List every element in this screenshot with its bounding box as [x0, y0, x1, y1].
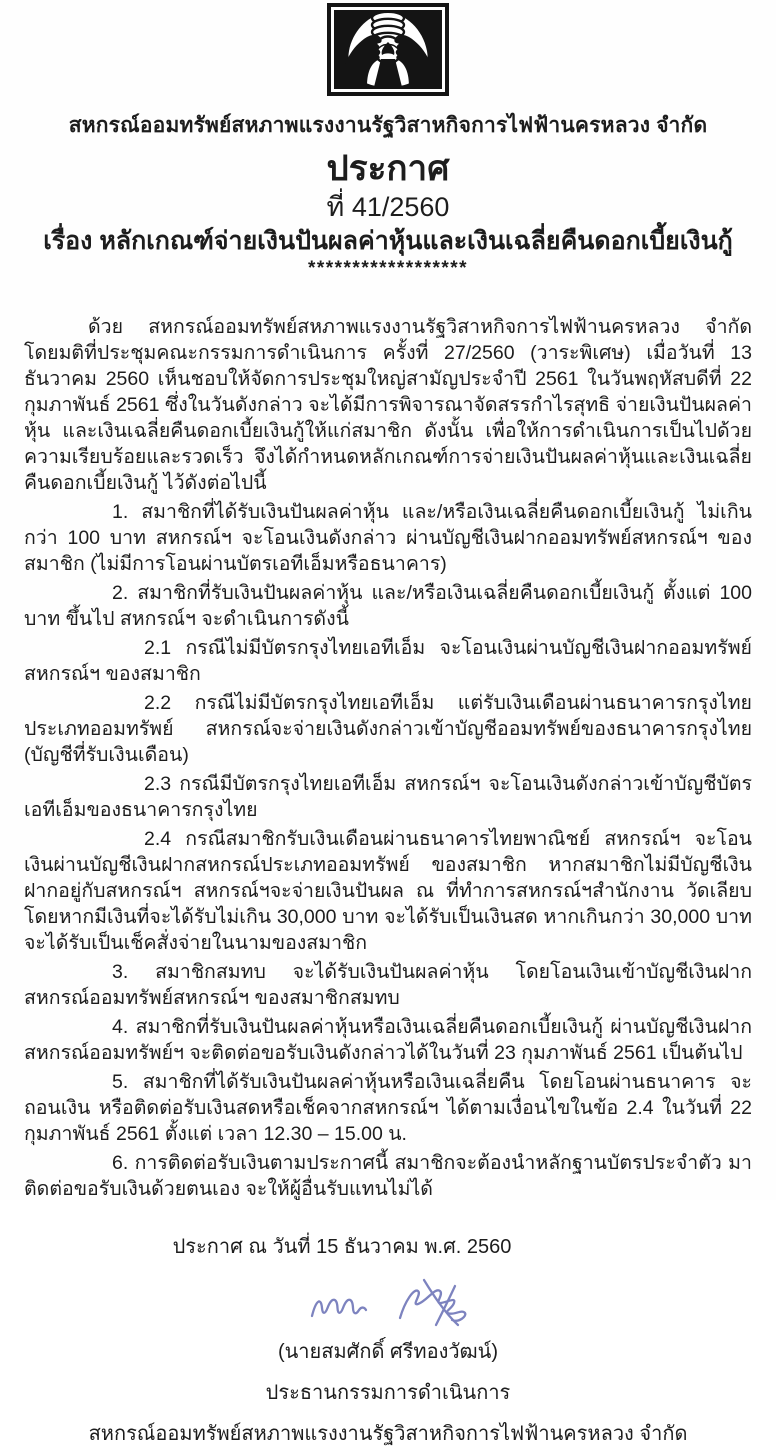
- clause-1: 1. สมาชิกที่ได้รับเงินปันผลค่าหุ้น และ/หรือเงินเฉลี่ยคืนดอกเบี้ยเงินกู้ ไม่เกินกว่า 100 บาท สหกรณ์ฯ จะโอนเงินดังกล่าว ผ่านบัญชีเงินฝากออมทรัพย์สหกรณ์ฯ ของสมาชิก (ไม่มีการโอนผ่านบัตรเอทีเอ็มหรือธนาคาร): [24, 501, 752, 576]
- signer-title: ประธานกรรมการดำเนินการ: [265, 1382, 511, 1405]
- signature-container: [24, 1268, 752, 1335]
- clause-2-4: 2.4 กรณีสมาชิกรับเงินเดือนผ่านธนาคารไทยพาณิชย์ สหกรณ์ฯ จะโอนเงินผ่านบัญชีเงินฝากสหกรณ์ประเภทออมทรัพย์ ของสมาชิก หากสมาชิกไม่มีบัญชีเงินฝากอยู่กับสหกรณ์ฯ สหกรณ์ฯจะจ่ายเงินปันผล ณ ที่ทำการสหกรณ์ฯสำนักงาน วัดเลียบ โดยหากมีเงินที่จะได้รับไม่เกิน 30,000 บาท จะได้รับเป็นเงินสด หากเกินกว่า 30,000 บาท จะได้รับเป็นเช็คสั่งจ่ายในนามของสมาชิก: [24, 828, 752, 955]
- document-title: ประกาศ: [326, 149, 450, 188]
- clause-2: 2. สมาชิกที่รับเงินปันผลค่าหุ้น และ/หรือเงินเฉลี่ยคืนดอกเบี้ยเงินกู้ ตั้งแต่ 100 บาท ขึ้นไป สหกรณ์ฯ จะดำเนินการดังนี้: [24, 582, 752, 631]
- clause-2-3: 2.3 กรณีมีบัตรกรุงไทยเอทีเอ็ม สหกรณ์ฯ จะโอนเงินดังกล่าวเข้าบัญชีบัตรเอทีเอ็มของธนาคารกรุงไทย: [24, 773, 752, 822]
- intro-paragraph: ด้วย สหกรณ์ออมทรัพย์สหภาพแรงงานรัฐวิสาหกิจการไฟฟ้านครหลวง จำกัด โดยมติที่ประชุมคณะกรรมการดำเนินการ ครั้งที่ 27/2560 (วาระพิเศษ) เมื่อวันที่ 13 ธันวาคม 2560 เห็นชอบให้จัดการประชุมใหญ่สามัญประจำปี 2561 ในวันพฤหัสบดีที่ 22 กุมภาพันธ์ 2561 ซึ่งในวันดังกล่าว จะได้มีการพิจารณาจัดสรรกำไรสุทธิ จ่ายเงินปันผลค่าหุ้น และเงินเฉลี่ยคืนดอกเบี้ยเงินกู้ให้แก่สมาชิก ดังนั้น เพื่อให้การดำเนินการเป็นไปด้วยความเรียบร้อยและรวดเร็ว จึงได้กำหนดหลักเกณฑ์การจ่ายเงินปันผลค่าหุ้นและเงินเฉลี่ยคืนดอกเบี้ยเงินกู้ ไว้ดังต่อไปนี้: [24, 316, 752, 495]
- clause-6: 6. การติดต่อรับเงินตามประกาศนี้ สมาชิกจะต้องนำหลักฐานบัตรประจำตัว มาติดต่อขอรับเงินด้วยตนเอง จะให้ผู้อื่นรับแทนไม่ได้: [24, 1152, 752, 1201]
- document-body: [24, 314, 752, 1202]
- clause-4: 4. สมาชิกที่รับเงินปันผลค่าหุ้นหรือเงินเฉลี่ยคืนดอกเบี้ยเงินกู้ ผ่านบัญชีเงินฝากสหกรณ์ออมทรัพย์ฯ จะติดต่อขอรับเงินดังกล่าวได้ในวันที่ 23 กุมภาพันธ์ 2561 เป็นต้นไป: [24, 1016, 752, 1065]
- document-number: ที่ 41/2560: [326, 192, 450, 222]
- logo-container: [24, 3, 752, 101]
- issued-date-line: ประกาศ ณ วันที่ 15 ธันวาคม พ.ศ. 2560: [172, 1236, 512, 1259]
- clause-5: 5. สมาชิกที่ได้รับเงินปันผลค่าหุ้นหรือเงินเฉลี่ยคืน โดยโอนผ่านธนาคาร จะถอนเงิน หรือติดต่อรับเงินสดหรือเช็คจากสหกรณ์ฯ ได้ตามเงื่อนไขในข้อ 2.4 ในวันที่ 22 กุมภาพันธ์ 2561 ตั้งแต่ เวลา 12.30 – 15.00 น.: [24, 1071, 752, 1146]
- clause-3: 3. สมาชิกสมทบ จะได้รับเงินปันผลค่าหุ้น โดยโอนเงินเข้าบัญชีเงินฝากสหกรณ์ออมทรัพย์สหกรณ์ฯ ของสมาชิกสมทบ: [24, 961, 752, 1010]
- hands-holding-coins-logo-icon: [327, 3, 449, 96]
- clause-2-2: 2.2 กรณีไม่มีบัตรกรุงไทยเอทีเอ็ม แต่รับเงินเดือนผ่านธนาคารกรุงไทยประเภทออมทรัพย์ สหกรณ์จะจ่ายเงินดังกล่าวเข้าบัญชีออมทรัพย์ของธนาคารกรุงไทย (บัญชีที่รับเงินเดือน): [24, 692, 752, 767]
- stars-divider: ******************: [307, 258, 469, 280]
- clause-2-1: 2.1 กรณีไม่มีบัตรกรุงไทยเอทีเอ็ม จะโอนเงินผ่านบัญชีเงินฝากออมทรัพย์สหกรณ์ฯ ของสมาชิก: [24, 637, 752, 686]
- signer-organization: สหกรณ์ออมทรัพย์สหภาพแรงงานรัฐวิสาหกิจการไฟฟ้านครหลวง จำกัด: [88, 1423, 688, 1446]
- document-subject: เรื่อง หลักเกณฑ์จ่ายเงินปันผลค่าหุ้นและเงินเฉลี่ยคืนดอกเบี้ยเงินกู้: [43, 227, 733, 256]
- organization-name: สหกรณ์ออมทรัพย์สหภาพแรงงานรัฐวิสาหกิจการไฟฟ้านครหลวง จำกัด: [68, 114, 708, 137]
- handwritten-signature-icon: [304, 1268, 494, 1330]
- signer-name: (นายสมศักดิ์ ศรีทองวัฒน์): [277, 1341, 499, 1364]
